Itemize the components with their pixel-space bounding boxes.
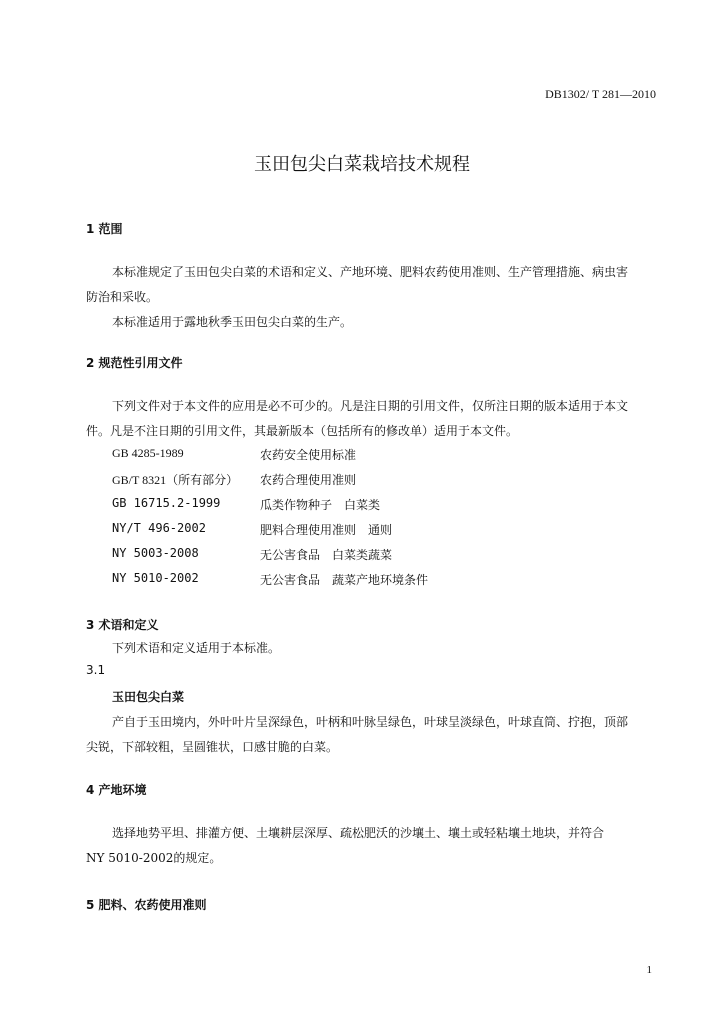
reference-code: NY/T 496-2002 <box>112 521 206 535</box>
reference-name: 肥料合理使用准则 通则 <box>260 523 393 537</box>
reference-name: 无公害食品 白菜类蔬菜 <box>260 548 393 562</box>
reference-name: 农药安全使用标准 <box>260 448 357 462</box>
section-2-intro-line-2: 件。凡是不注日期的引用文件，其最新版本（包括所有的修改单）适用于本文件。 <box>86 424 519 438</box>
section-4-heading: 4 产地环境 <box>86 783 147 797</box>
term-number: 3.1 <box>86 663 106 677</box>
document-number: DB1302/ T 281—2010 <box>545 87 656 101</box>
reference-code: NY 5003-2008 <box>112 546 199 560</box>
section-1-heading: 1 范围 <box>86 222 123 236</box>
section-1-paragraph-1-line-1: 本标准规定了玉田包尖白菜的术语和定义、产地环境、肥料农药使用准则、生产管理措施、病虫害 <box>112 265 629 279</box>
section-2-heading: 2 规范性引用文件 <box>86 356 183 370</box>
term-definition-line-1: 产自于玉田境内，外叶叶片呈深绿色，叶柄和叶脉呈绿色，叶球呈淡绿色，叶球直筒、拧抱，顶部 <box>112 715 629 729</box>
section-1-paragraph-2: 本标准适用于露地秋季玉田包尖白菜的生产。 <box>112 315 353 329</box>
page-title: 玉田包尖白菜栽培技术规程 <box>254 154 470 175</box>
term-definition-line-2: 尖锐，下部较粗，呈圆锥状，口感甘脆的白菜。 <box>86 740 339 754</box>
reference-code: NY 5010-2002 <box>112 571 199 585</box>
reference-name: 瓜类作物种子 白菜类 <box>260 498 381 512</box>
section-3-heading: 3 术语和定义 <box>86 618 159 632</box>
section-4-line-2: NY 5010-2002的规定。 <box>86 851 222 865</box>
section-1-paragraph-1-line-2: 防治和采收。 <box>86 290 159 304</box>
section-3-intro: 下列术语和定义适用于本标准。 <box>112 641 281 655</box>
reference-code: GB 4285-1989 <box>112 446 184 460</box>
reference-code: GB/T 8321（所有部分） <box>112 473 239 487</box>
section-2-intro-line-1: 下列文件对于本文件的应用是必不可少的。凡是注日期的引用文件，仅所注日期的版本适用于本文 <box>112 399 629 413</box>
reference-code: GB 16715.2-1999 <box>112 496 221 510</box>
term-name: 玉田包尖白菜 <box>112 690 185 704</box>
section-4-line-1: 选择地势平坦、排灌方便、土壤耕层深厚、疏松肥沃的沙壤土、壤土或轻粘壤土地块，并符合 <box>112 826 605 840</box>
section-5-heading: 5 肥料、农药使用准则 <box>86 898 207 912</box>
reference-name: 无公害食品 蔬菜产地环境条件 <box>260 573 429 587</box>
page-number: 1 <box>646 964 652 976</box>
reference-name: 农药合理使用准则 <box>260 473 357 487</box>
